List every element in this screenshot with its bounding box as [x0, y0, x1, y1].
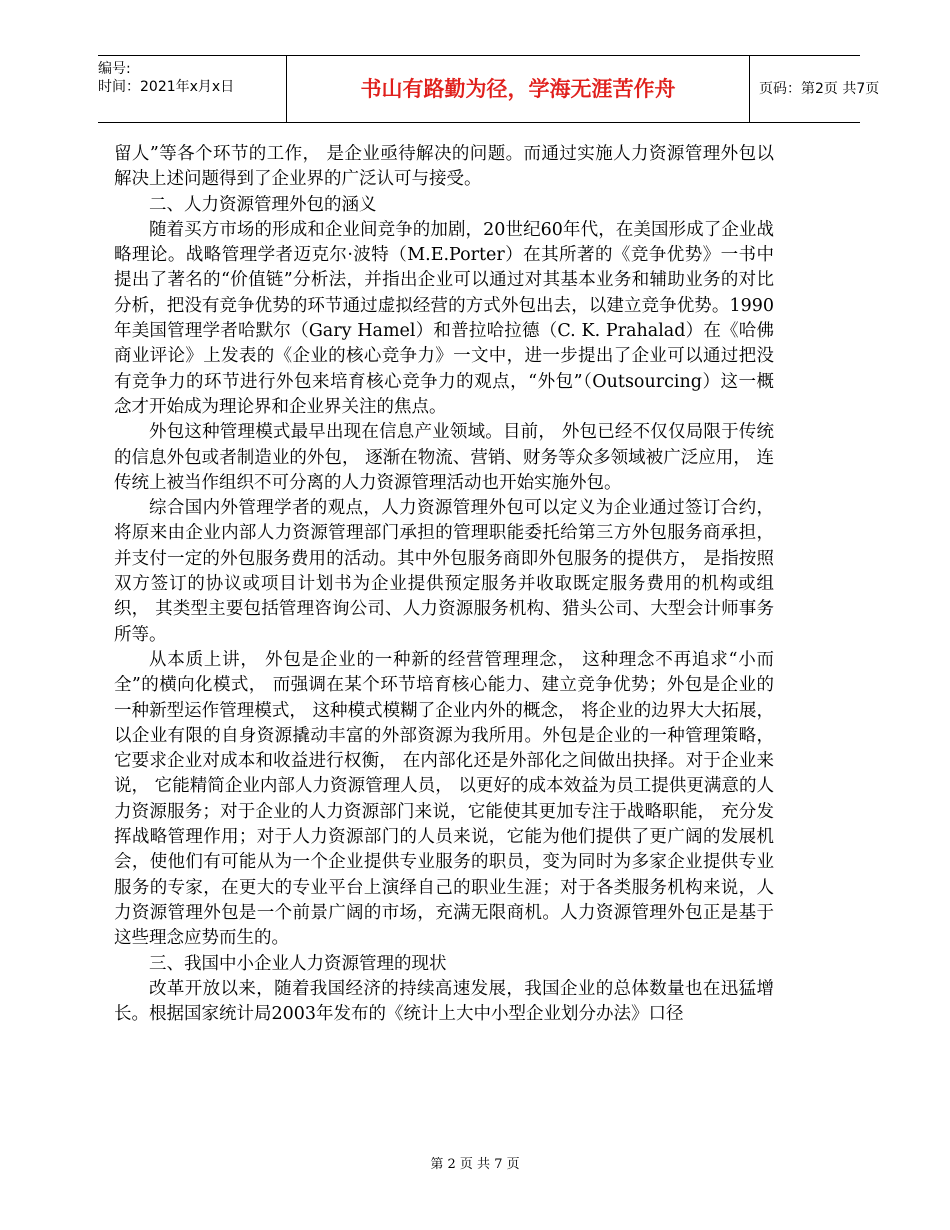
paragraph: 综合国内外管理学者的观点，人力资源管理外包可以定义为企业通过签订合约，将原来由企业内部人力资源管理部门承担的管理职能委托给第三方外包服务商承担，并支付一定的外包服务费用的活动。其中外包服务商即外包服务的提供方， 是指按照双方签订的协议或项目计划书为企业提供预定服务并收取既定服务费用的机构或组织， 其类型主要包括管理咨询公司、人力资源服务机构、猎头公司、大型会计师事务所等。: [114, 498, 774, 645]
page-footer: [0, 1157, 950, 1173]
footer-page-total: 7: [494, 1157, 503, 1172]
header-page-number: 页码：第2页 共7页: [759, 81, 880, 97]
document-body: [114, 142, 774, 1027]
paragraph-continuation: 留人”等各个环节的工作， 是企业亟待解决的问题。而通过实施人力资源管理外包以解决上述问题得到了企业界的广泛认可与接受。: [114, 144, 774, 190]
document-number-label: 编号:: [98, 61, 131, 77]
document-time-label: 时间：2021年x月x日: [98, 79, 235, 95]
footer-suffix: 页: [506, 1157, 520, 1172]
header-left: [98, 56, 286, 122]
section-heading-3: 三、我国中小企业人力资源管理的现状: [149, 953, 447, 974]
section-heading-2: 二、人力资源管理外包的涵义: [149, 194, 377, 215]
paragraph: 外包这种管理模式最早出现在信息产业领域。目前， 外包已经不仅仅局限于传统的信息外包或者制造业的外包， 逐渐在物流、营销、财务等众多领域被广泛应用， 连传统上被当作组织不可分离的人力资源管理活动也开始实施外包。: [114, 422, 774, 493]
paragraph: 随着买方市场的形成和企业间竞争的加剧，20世纪60年代，在美国形成了企业战略理论。战略管理学者迈克尔·波特（M.E.Porter）在其所著的《竞争优势》一书中提出了著名的“价值链”分析法，并指出企业可以通过对其基本业务和辅助业务的对比分析，把没有竞争优势的环节通过虚拟经营的方式外包出去，以建立竞争优势。1990 年美国管理学者哈默尔（Gary Hamel）和普拉哈拉德（C. K. Prahalad）在《哈佛商业评论》上发表的《企业的核心竞争力》一文中，进一步提出了企业可以通过把没有竞争力的环节进行外包来培育核心竞争力的观点，“外包”（Outsourcing）这一概念才开始成为理论界和企业界关注的焦点。: [114, 219, 774, 417]
page-header: [98, 55, 880, 123]
header-motto-cell: [286, 56, 750, 122]
header-right: [749, 56, 880, 122]
footer-middle: 页 共: [459, 1157, 491, 1172]
header-motto: 书山有路勤为径，学海无涯苦作舟: [360, 77, 676, 101]
paragraph: 从本质上讲， 外包是企业的一种新的经营管理理念， 这种理念不再追求“小而全”的横向化模式， 而强调在某个环节培育核心能力、建立竞争优势；外包是企业的一种新型运作管理模式， 这种模式模糊了企业内外的概念， 将企业的边界大大拓展， 以企业有限的自身资源撬动丰富的外部资源为我所用。外包是企业的一种管理策略， 它要求企业对成本和收益进行权衡， 在内部化还是外部化之间做出抉择。对于企业来说， 它能精简企业内部人力资源管理人员， 以更好的成本效益为员工提供更满意的人力资源服务；对于企业的人力资源部门来说，它能使其更加专注于战略职能， 充分发挥战略管理作用；对于人力资源部门的人员来说，它能为他们提供了更广阔的发展机会，使他们有可能从为一个企业提供专业服务的职员，变为同时为多家企业提供专业服务的专家，在更大的专业平台上演绎自己的职业生涯；对于各类服务机构来说，人力资源管理外包是一个前景广阔的市场，充满无限商机。人力资源管理外包正是基于这些理念应势而生的。: [114, 649, 774, 949]
footer-page-number: 2: [447, 1157, 456, 1172]
footer-prefix: 第: [430, 1157, 444, 1172]
paragraph: 改革开放以来，随着我国经济的持续高速发展，我国企业的总体数量也在迅猛增长。根据国家统计局2003年发布的《统计上大中小型企业划分办法》口径: [114, 978, 774, 1025]
